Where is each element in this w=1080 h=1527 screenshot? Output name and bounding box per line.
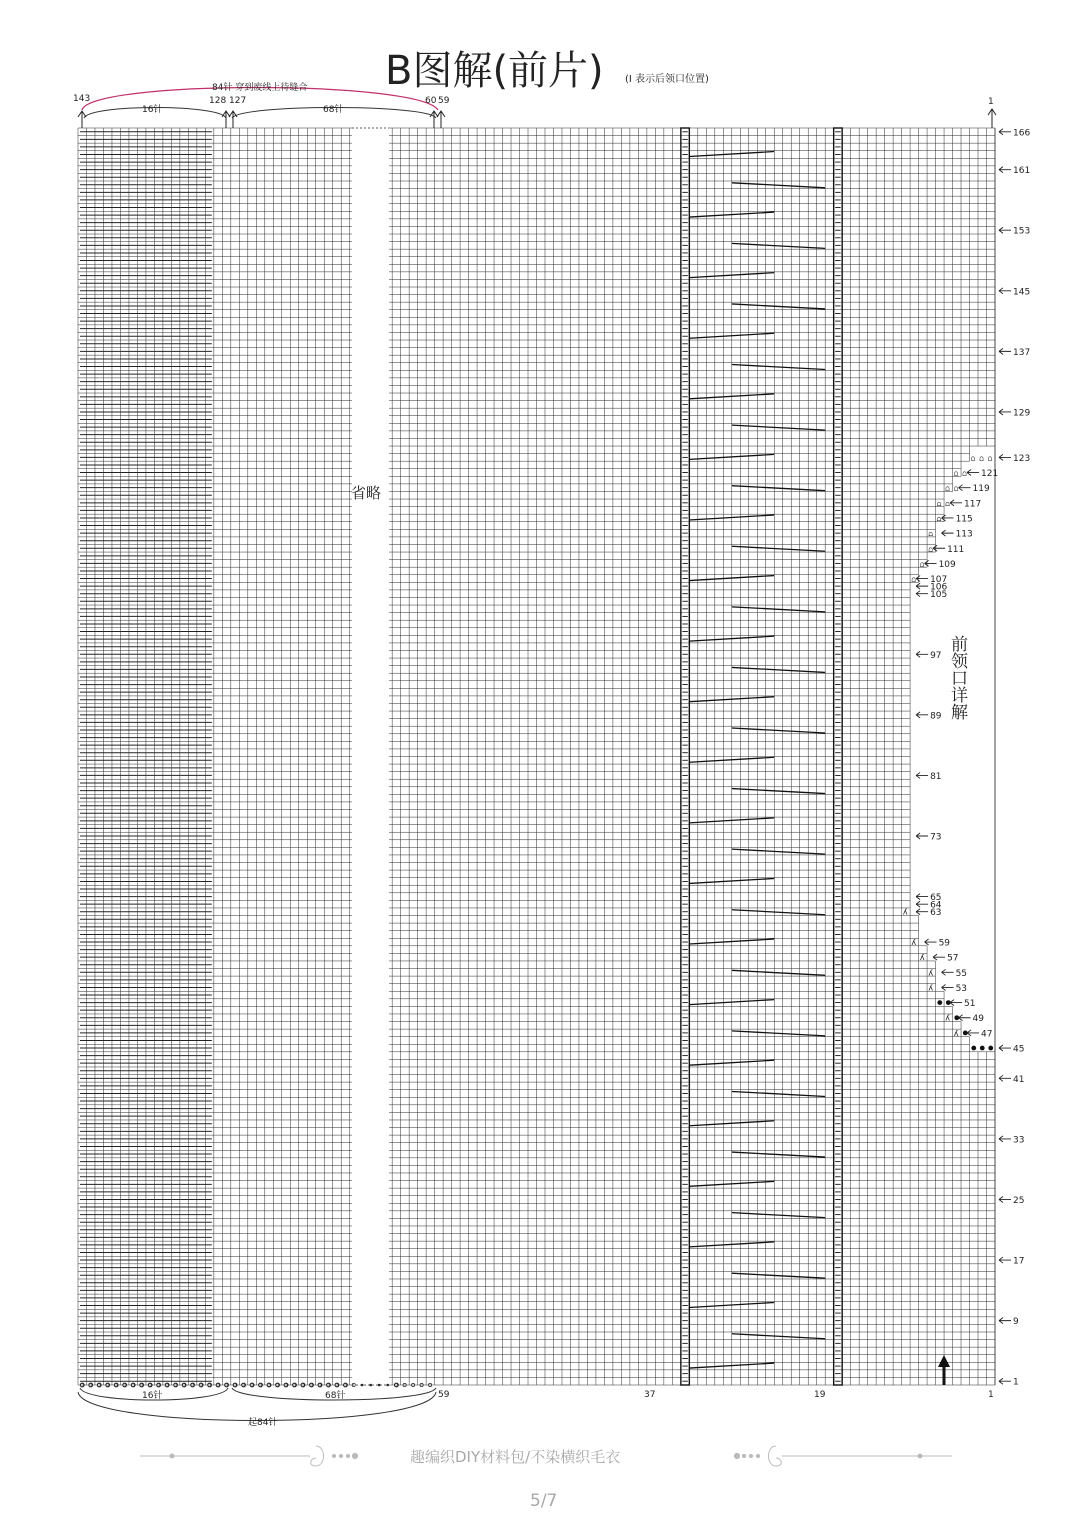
cable-line [732, 1334, 825, 1339]
row-arrow [942, 984, 954, 990]
decrease-stitch: ʎ [919, 953, 925, 963]
decrease-stitch: ʎ [928, 968, 934, 978]
row-label-41 [999, 1075, 1024, 1085]
col-label-59: 59 [438, 96, 450, 106]
row-label-49 [959, 1014, 985, 1024]
row-label-text: 145 [1013, 287, 1031, 298]
row-arrow [942, 515, 954, 521]
row-arrow [999, 129, 1011, 135]
row-arrow [959, 485, 971, 491]
row-label-161 [999, 166, 1030, 176]
decrease-stitch: ⩍ [928, 530, 933, 539]
row-label-text: 33 [1013, 1135, 1025, 1146]
decrease-stitch: ⩍ [962, 469, 967, 478]
decrease-stitch: ⩍ [911, 575, 916, 584]
row-label-123 [999, 454, 1030, 464]
row-label-137 [999, 348, 1030, 358]
row-label-111 [933, 545, 964, 555]
row-label-51 [950, 999, 975, 1009]
cable-line [732, 1031, 825, 1036]
row-arrow [967, 470, 979, 476]
footer-ornament-left [140, 1446, 358, 1466]
row-label-63 [916, 908, 941, 918]
row-label-text: 64 [930, 900, 942, 911]
row-label-33 [999, 1135, 1024, 1145]
row-arrow [933, 545, 945, 551]
row-label-text: 53 [955, 983, 968, 994]
row-label-text: 41 [1013, 1074, 1025, 1085]
bind-off-stitch [971, 1046, 976, 1051]
row-label-53 [942, 984, 967, 994]
bottom-col-19: 19 [814, 1390, 826, 1400]
cable-line [732, 728, 825, 733]
cable-line [732, 1091, 825, 1096]
row-arrow [959, 1015, 971, 1021]
row-arrow [950, 500, 962, 506]
row-label-119 [959, 484, 990, 494]
bottom-col-37: 37 [644, 1390, 656, 1400]
row-label-109 [925, 560, 956, 570]
decrease-stitch: ⩍ [953, 484, 959, 493]
cable-line [732, 667, 825, 672]
row-arrow [916, 651, 928, 657]
row-label-9 [999, 1317, 1019, 1327]
row-arrow [916, 583, 928, 589]
bind-off-stitch [946, 1000, 951, 1005]
decrease-stitch: ʎ [902, 907, 908, 917]
decrease-stitch: ⩍ [936, 514, 942, 523]
row-label-text: 97 [930, 650, 942, 661]
cable-line [732, 789, 825, 794]
row-arrow [916, 576, 928, 582]
row-arrow [999, 454, 1011, 460]
row-label-81 [916, 772, 941, 782]
row-arrow [916, 833, 928, 839]
decrease-stitch: ʎ [945, 1013, 951, 1023]
row-label-text: 63 [930, 908, 942, 919]
cable-line [732, 970, 825, 975]
row-label-text: 57 [947, 953, 959, 964]
bottom-col-59: 59 [438, 1390, 450, 1400]
decrease-stitch: ʎ [928, 983, 934, 993]
row-arrow [999, 1136, 1011, 1142]
chart-grid [78, 128, 995, 1385]
row-arrow [999, 288, 1011, 294]
row-label-text: 55 [955, 968, 968, 979]
row-label-text: 129 [1013, 408, 1031, 419]
row-label-text: 107 [930, 575, 948, 586]
row-arrow [999, 1075, 1011, 1081]
row-arrow [999, 167, 1011, 173]
row-label-113 [942, 530, 973, 540]
decrease-stitch: ⩍ [919, 560, 925, 569]
page-title: B图解(前片) [385, 48, 604, 94]
decrease-stitch: ⩍ [936, 499, 942, 508]
cable-line [732, 546, 825, 551]
row-label-25 [999, 1196, 1024, 1206]
footer-brand: 趣编织DIY材料包/不染横织毛衣 [410, 1448, 621, 1466]
row-label-text: 65 [930, 893, 942, 904]
bind-off-stitch [954, 1015, 959, 1020]
bottom-left-group-label: 16针 [142, 1391, 163, 1401]
row-arrow [933, 954, 945, 960]
row-label-text: 105 [930, 590, 948, 601]
bind-off-stitch [937, 1000, 942, 1005]
row-label-text: 25 [1013, 1195, 1025, 1206]
row-arrow [925, 939, 937, 945]
row-arrow [916, 712, 928, 718]
row-label-text: 111 [947, 544, 965, 555]
cable-line [732, 425, 825, 430]
cast-on-dot [361, 1384, 364, 1387]
row-label-57 [933, 954, 958, 964]
top-arrows [78, 109, 996, 128]
row-label-text: 123 [1013, 453, 1031, 464]
row-label-text: 106 [930, 582, 948, 593]
row-label-text: 59 [938, 938, 951, 949]
row-label-145 [999, 287, 1030, 297]
decrease-stitch: ʎ [911, 938, 917, 948]
cast-on-label: 起84针 [248, 1418, 278, 1428]
decrease-stitch: ⩍ [928, 545, 933, 554]
cable-line [732, 1152, 825, 1157]
row-label-text: 115 [955, 514, 973, 525]
row-label-text: 9 [1013, 1317, 1019, 1328]
row-label-1 [999, 1378, 1019, 1388]
row-label-text: 137 [1013, 347, 1031, 358]
cable-line [732, 910, 825, 915]
row-arrow [999, 227, 1011, 233]
row-label-text: 89 [930, 711, 942, 722]
cable-line [732, 243, 825, 248]
row-label-55 [942, 969, 967, 979]
bind-off-stitch [963, 1030, 968, 1035]
cable-line [732, 607, 825, 612]
cable-line [732, 1213, 825, 1218]
cable-line [732, 849, 825, 854]
row-arrow [916, 909, 928, 915]
row-label-text: 121 [981, 469, 999, 480]
row-label-45 [999, 1045, 1024, 1055]
decrease-stitch: ⩍ [979, 454, 984, 463]
row-label-text: 47 [981, 1029, 993, 1040]
row-label-text: 166 [1013, 128, 1031, 139]
cable-line [732, 183, 825, 188]
row-arrow [942, 969, 954, 975]
row-label-text: 17 [1013, 1256, 1025, 1267]
col-label-128: 128 [209, 96, 227, 106]
row-label-text: 1 [1013, 1377, 1019, 1388]
bottom-col-1: 1 [988, 1390, 994, 1400]
row-arrow [999, 1045, 1011, 1051]
row-label-47 [967, 1029, 992, 1039]
bottom-mid-group-label: 68针 [325, 1391, 346, 1401]
row-label-115 [942, 514, 973, 524]
row-label-text: 161 [1013, 166, 1031, 177]
row-label-text: 49 [972, 1014, 984, 1025]
row-arrow [999, 1257, 1011, 1263]
decrease-stitch: ⩍ [987, 454, 993, 463]
cast-on-dot [369, 1384, 372, 1387]
row-label-97 [916, 651, 941, 661]
row-label-text: 45 [1013, 1044, 1025, 1055]
row-arrow [967, 1030, 979, 1036]
row-arrow [942, 530, 954, 536]
row-arrow [999, 1378, 1011, 1384]
row-label-105 [916, 590, 947, 600]
cast-on-dot [386, 1384, 389, 1387]
cable-line [732, 365, 825, 370]
row-label-153 [999, 227, 1030, 237]
row-label-117 [950, 499, 981, 509]
row-arrow [925, 560, 937, 566]
row-label-text: 109 [938, 559, 956, 570]
row-label-73 [916, 833, 941, 843]
row-label-121 [967, 469, 998, 479]
omitted-label: 省略 [351, 484, 382, 502]
cable-line [732, 1273, 825, 1278]
decrease-stitch: ⩍ [970, 454, 976, 463]
row-arrow [999, 1196, 1011, 1202]
cable-line [732, 486, 825, 491]
row-label-text: 51 [964, 999, 976, 1010]
top-left-group-label: 16针 [142, 105, 163, 115]
row-arrow [916, 772, 928, 778]
row-label-129 [999, 408, 1030, 418]
row-label-166 [999, 128, 1030, 138]
bind-off-stitch [980, 1046, 985, 1051]
row-arrow [999, 409, 1011, 415]
page-number: 5/7 [530, 1491, 558, 1511]
footer-ornament-right [734, 1446, 952, 1466]
bind-off-stitch [988, 1046, 993, 1051]
decrease-stitch: ⩍ [953, 469, 959, 478]
col-label-1-top: 1 [988, 97, 994, 107]
decrease-stitch: ⩍ [945, 484, 950, 493]
row-arrow [916, 901, 928, 907]
row-arrow [916, 894, 928, 900]
row-label-59 [925, 939, 951, 949]
row-arrow [916, 591, 928, 597]
row-arrow [999, 348, 1011, 354]
row-label-89 [916, 711, 942, 721]
holder-note: 84针 穿到废线上待缝合 [212, 83, 308, 93]
top-mid-group-label: 68针 [323, 105, 344, 115]
title-note: (I 表示后领口位置) [625, 74, 709, 85]
decrease-stitch: ⩍ [945, 499, 950, 508]
cable-line [732, 304, 825, 309]
row-label-text: 113 [955, 529, 973, 540]
decrease-stitch: ʎ [953, 1028, 959, 1038]
col-label-60: 60 [425, 96, 437, 106]
row-arrow [950, 1000, 962, 1006]
col-label-143: 143 [73, 94, 91, 104]
row-label-text: 119 [972, 484, 990, 495]
row-label-text: 81 [930, 771, 942, 782]
row-label-text: 73 [930, 832, 942, 843]
row-arrow [999, 1318, 1011, 1324]
neck-detail-label: 前领口详解 [947, 635, 967, 720]
row-label-text: 117 [964, 499, 982, 510]
cast-on-dot [378, 1384, 381, 1387]
col-label-127: 127 [229, 96, 247, 106]
row-label-text: 153 [1013, 226, 1031, 237]
row-label-17 [999, 1257, 1024, 1267]
